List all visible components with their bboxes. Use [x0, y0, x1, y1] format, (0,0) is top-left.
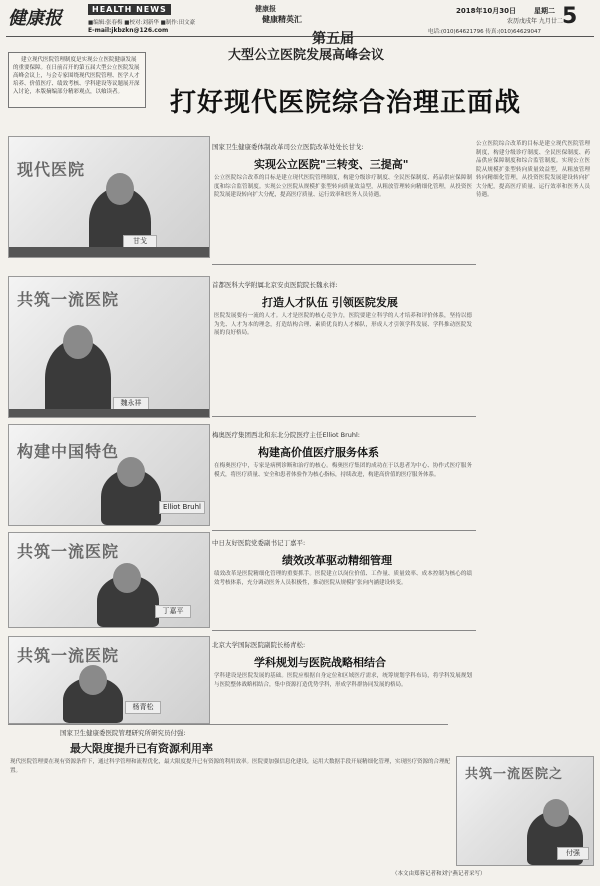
- speaker-face: [117, 457, 145, 487]
- photo-section-5: [8, 636, 210, 724]
- name-plate: 丁嘉平: [155, 605, 191, 618]
- masthead-email: E-mail:jkbzkn@126.com: [88, 27, 169, 34]
- photo-section-3: [8, 424, 210, 526]
- desk: [9, 247, 209, 257]
- issue-subtitle: 大型公立医院发展高峰会议: [228, 48, 385, 63]
- section-6-title: 最大限度提升已有资源利用率: [70, 742, 213, 755]
- name-plate: 付强: [557, 847, 589, 860]
- section-2-body: 医院发展要有一流的人才。人才是医院的核心竞争力，医院要建立科学的人才培养和评价体系，坚持以德为先、人才为本的理念，打造结构合理、素质优良的人才梯队，形成人才引领学科发展、学科推动医院发展的良好格局。: [214, 313, 472, 336]
- section-4-body: 绩效改革是医院精细化管理的重要抓手。医院建立以岗位价值、工作量、质量效率、成本控制为核心的绩效考核体系，充分调动医务人员积极性，推动医院从规模扩张向内涵建设转变。: [214, 571, 472, 586]
- footer-credit: （本文由郑蓉记者和刘宁燕记者采写）: [392, 871, 486, 877]
- right-column-body: 公立医院综合改革的目标是建立现代医院管理制度，构建分级诊疗制度、全民医保制度、药品供应保障制度和综合监管制度。实现公立医院从规模扩张型转向质量效益型，从粗放管理转向精细化管理，从投资医院发展建设转向扩大分配，提高医疗质量、运行效率和医务人员待遇。: [476, 141, 590, 198]
- name-plate: 魏永祥: [113, 397, 149, 410]
- photo-banner-text: 共筑一流医院: [17, 542, 120, 561]
- photo-section-1: [8, 136, 210, 258]
- name-plate: 杨青松: [125, 701, 161, 714]
- masthead-info: ■编辑:张春梅 ■校对:刘新华 ■制作:田文豪: [88, 20, 196, 26]
- photo-banner-text: 构建中国特色: [17, 442, 120, 461]
- section-2-title: 打造人才队伍 引领医院发展: [262, 296, 398, 309]
- section-5-head: 北京大学国际医院副院长杨青松:: [212, 641, 306, 649]
- section-rule: [212, 630, 476, 631]
- issue-weekday: 星期二: [534, 7, 555, 15]
- speaker-face: [543, 799, 569, 827]
- section-4-title: 绩效改革驱动精细管理: [282, 554, 392, 567]
- masthead-logo: 健康报: [8, 8, 62, 29]
- section-5-body: 学科建设是医院发展的基础。医院应根据自身定位和区域医疗需求，统筹规划学科布局，将学科发展规划与医院整体战略相结合，集中资源打造优势学科，形成学科群协同发展的格局。: [214, 673, 472, 688]
- name-plate: 甘戈: [123, 235, 157, 248]
- section-5-title: 学科规划与医院战略相结合: [254, 656, 386, 669]
- page-number: 5: [562, 4, 578, 29]
- center-subtitle: 健康精英汇: [262, 15, 302, 24]
- section-3-body: 在梅奥医疗中，专家是病例诊断和治疗的核心。梅奥医疗集团的成功在于以患者为中心、协作式医疗服务模式，将医疗质量、安全和患者体验作为核心指标，持续改进，构建高价值的医疗服务体系。: [214, 463, 472, 478]
- section-rule: [212, 264, 476, 265]
- section-rule: [8, 724, 448, 725]
- photo-banner-text: 共筑一流医院: [17, 646, 120, 665]
- speaker-face: [63, 325, 93, 359]
- speaker-face: [113, 563, 141, 593]
- section-6-body: 现代医院管理要在现有资源条件下，通过科学管理和流程优化，最大限度提升已有资源的利用效率。医院要加强信息化建设，运用大数据手段开展精细化管理，实现医疗资源的合理配置。: [10, 759, 450, 774]
- section-1-title: 实现公立医院"三转变、三提高": [254, 158, 409, 171]
- photo-banner-text: 共筑一流医院之: [465, 767, 564, 782]
- photo-banner-text: 共筑一流医院: [17, 290, 120, 309]
- photo-section-2: [8, 276, 210, 418]
- editor-note: 建立现代医院管理制度是实现公立医院健康发展的重要保障。在日前召开的第五届大型公立医院发展高峰会议上，与会专家围绕现代医院管理、医学人才培养、价值医疗、绩效考核、学科建设等议题展开深入讨论，本版摘编部分精彩观点，以飨读者。: [8, 52, 146, 108]
- section-6-head: 国家卫生健康委医院管理研究所研究员付强:: [60, 729, 186, 737]
- desk: [9, 409, 209, 417]
- speaker-face: [106, 173, 134, 205]
- main-headline: 打好现代医院综合治理正面战: [170, 88, 522, 118]
- section-3-head: 梅奥医疗集团西北和东北分院医疗主任Elliot Bruhl:: [212, 431, 360, 439]
- speaker-face: [79, 665, 107, 695]
- masthead-english: HEALTH NEWS: [88, 4, 171, 15]
- photo-banner-text: 现代医院: [17, 160, 86, 179]
- lunar-date: 农历戊戌年 九月廿二: [507, 18, 563, 25]
- section-rule: [212, 530, 476, 531]
- section-4-head: 中日友好医院党委副书记丁嘉平:: [212, 539, 306, 547]
- photo-section-6: [456, 756, 594, 866]
- name-plate: Elliot Bruhl: [159, 501, 205, 514]
- issue-title: 第五届: [312, 31, 354, 47]
- center-logo: 健康报: [255, 5, 276, 13]
- photo-section-4: [8, 532, 210, 628]
- section-rule: [212, 416, 476, 417]
- section-1-head: 国家卫生健康委体制改革司公立医院改革处处长甘戈:: [212, 143, 364, 151]
- issue-date: 2018年10月30日: [456, 7, 516, 15]
- section-3-title: 构建高价值医疗服务体系: [258, 446, 379, 459]
- contact-line: 电话:(010)64621796 传真:(010)64629047: [428, 29, 542, 35]
- header-rule: [6, 36, 594, 37]
- section-2-head: 首都医科大学附属北京安贞医院院长魏永祥:: [212, 281, 338, 289]
- section-1-body: 公立医院综合改革的目标是建立现代医院管理制度，构建分级诊疗制度、全民医保制度、药品供应保障制度和综合监管制度。实现公立医院从规模扩张型转向质量效益型，从粗放管理转向精细化管理，从投资医院发展建设转向扩大分配，提高医疗质量、运行效率和医务人员待遇。: [214, 175, 472, 198]
